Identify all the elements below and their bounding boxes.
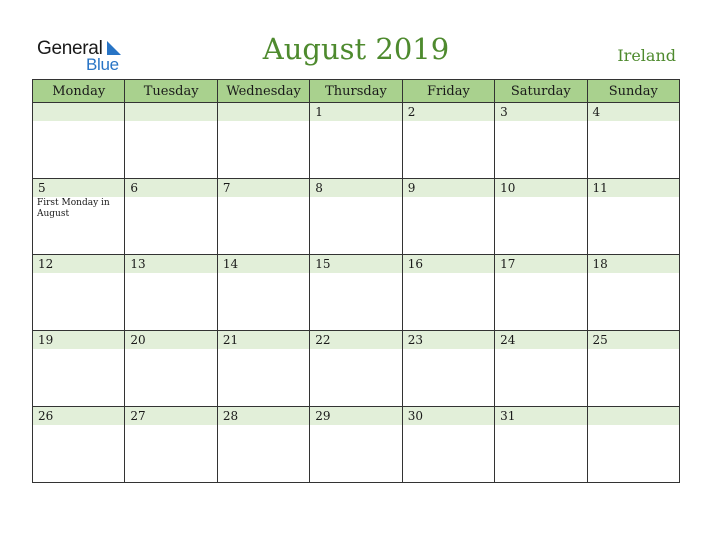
day-number: 19: [38, 333, 54, 347]
page-title: August 2019: [262, 32, 450, 66]
day-cell: [310, 331, 402, 407]
day-number: 6: [130, 181, 139, 195]
day-cell: [125, 331, 217, 407]
day-number: 17: [500, 257, 516, 271]
day-number: 1: [315, 105, 323, 119]
empty-day-cell: [125, 103, 217, 179]
day-cell: [33, 255, 125, 331]
weekday-wednesday: Wednesday: [217, 80, 309, 103]
day-cell: [310, 103, 402, 179]
day-number-band: [125, 179, 216, 197]
day-cell: [402, 103, 494, 179]
day-number-band: [588, 407, 679, 425]
empty-day-cell: [587, 407, 679, 483]
day-cell: [125, 407, 217, 483]
day-number: 9: [407, 181, 416, 195]
day-number: 14: [222, 257, 239, 271]
day-number: 11: [592, 181, 608, 195]
week-row: [33, 407, 680, 483]
day-number: 15: [315, 257, 331, 271]
day-number-band: [125, 103, 216, 121]
day-cell: [125, 255, 217, 331]
day-number: 23: [407, 333, 423, 347]
day-number-band: [218, 179, 309, 197]
day-number: 4: [592, 105, 601, 119]
day-cell: [495, 255, 587, 331]
logo-text-general: General: [37, 38, 103, 59]
empty-day-cell: [33, 103, 125, 179]
day-cell: [310, 407, 402, 483]
day-number-band: [310, 103, 401, 121]
day-cell: [33, 407, 125, 483]
day-number: 24: [500, 333, 516, 347]
week-row: [33, 255, 680, 331]
day-number: 3: [500, 105, 508, 119]
day-cell: [217, 331, 309, 407]
day-cell: [587, 179, 679, 255]
day-cell: [402, 331, 494, 407]
day-cell: [495, 179, 587, 255]
day-cell: [587, 331, 679, 407]
day-number: 25: [592, 333, 608, 347]
day-number-band: [403, 103, 494, 121]
day-cell: [495, 331, 587, 407]
week-row: [33, 179, 680, 255]
day-number: 27: [130, 409, 146, 423]
day-number-band: [588, 103, 679, 121]
day-cell: [33, 179, 125, 255]
day-number: 22: [315, 333, 331, 347]
logo-text-blue: Blue: [86, 55, 119, 74]
day-number: 2: [407, 105, 416, 119]
day-number: 28: [222, 409, 239, 423]
day-number-band: [310, 179, 401, 197]
day-number-band: [33, 103, 124, 121]
day-number: 29: [315, 409, 331, 423]
weekday-thursday: Thursday: [310, 80, 402, 103]
day-number: 12: [38, 257, 54, 271]
week-row: [33, 331, 680, 407]
day-number: 8: [315, 181, 323, 195]
day-cell: [217, 255, 309, 331]
day-number-band: [403, 179, 494, 197]
day-cell: [402, 179, 494, 255]
day-number-band: [495, 103, 586, 121]
day-cell: [310, 255, 402, 331]
weekday-tuesday: Tuesday: [125, 80, 217, 103]
day-cell: [402, 407, 494, 483]
day-number: 7: [222, 181, 231, 195]
day-number: 20: [130, 333, 146, 347]
day-number: 5: [38, 181, 46, 195]
day-cell: [125, 179, 217, 255]
empty-day-cell: [217, 103, 309, 179]
day-cell: [587, 103, 679, 179]
day-number-band: [33, 179, 124, 197]
day-cell: [217, 407, 309, 483]
weekday-saturday: Saturday: [495, 80, 587, 103]
day-number-band: [218, 103, 309, 121]
holiday-label: First Monday in August: [37, 198, 110, 219]
day-cell: [495, 407, 587, 483]
weekday-friday: Friday: [402, 80, 494, 103]
day-number: 31: [500, 409, 516, 423]
day-cell: [33, 331, 125, 407]
day-cell: [587, 255, 679, 331]
day-cell: [310, 179, 402, 255]
country-label: Ireland: [617, 46, 676, 65]
day-number: 30: [407, 409, 423, 423]
day-cell: [217, 179, 309, 255]
day-number: 13: [130, 257, 146, 271]
weekday-sunday: Sunday: [587, 80, 679, 103]
calendar-grid: [32, 79, 680, 483]
day-number: 10: [500, 181, 516, 195]
day-number: 26: [38, 409, 54, 423]
day-number: 18: [592, 257, 608, 271]
day-number: 16: [407, 257, 423, 271]
weekday-monday: Monday: [33, 80, 125, 103]
day-cell: [402, 255, 494, 331]
weekday-header-row: [33, 80, 680, 103]
day-cell: [495, 103, 587, 179]
week-row: [33, 103, 680, 179]
day-number: 21: [222, 333, 239, 347]
